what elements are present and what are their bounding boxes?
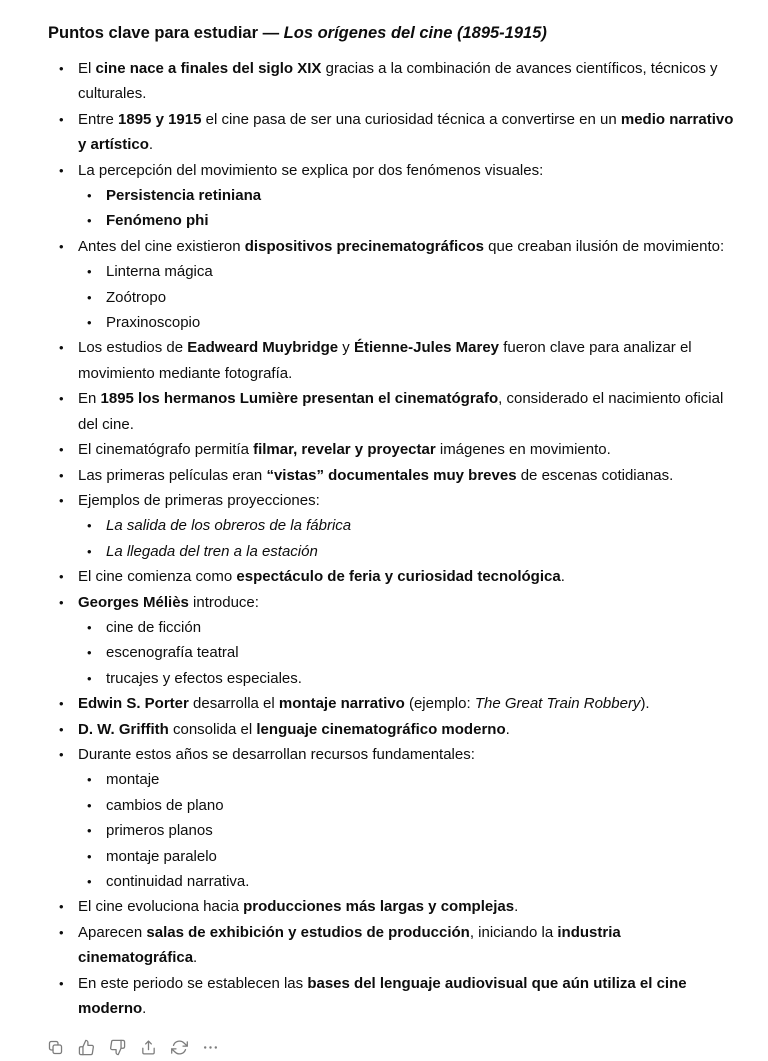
list-item: [48, 742, 736, 767]
bullet-marker: •: [87, 823, 92, 839]
bad-response-button[interactable]: [104, 1034, 131, 1061]
good-response-button[interactable]: [73, 1034, 100, 1061]
list-item-text: Las primeras películas eran “vistas” documentales muy breves de escenas cotidianas.: [78, 466, 674, 484]
list-item-text: La llegada del tren a la estación: [106, 542, 318, 560]
list-item: [48, 818, 736, 843]
bullet-marker: •: [87, 874, 92, 889]
list-item-text: Los estudios de Eadweard Muybridge y Étienne-Jules Marey fueron clave para analizar el movimiento mediante fotografía.: [78, 339, 692, 382]
list-item-text: Praxinoscopio: [106, 314, 201, 332]
bullet-marker: •: [87, 543, 92, 559]
list-item: [48, 310, 736, 335]
list-item: [48, 107, 736, 158]
more-options-icon: [202, 1039, 219, 1056]
list-item-text: Persistencia retiniana: [106, 187, 262, 205]
list-item: [48, 56, 736, 107]
title-prefix: Puntos clave para estudiar —: [48, 24, 284, 42]
bullet-marker: •: [59, 492, 64, 508]
bullet-marker: •: [59, 975, 64, 991]
list-item: [48, 717, 736, 742]
list-item-text: Entre 1895 y 1915 el cine pasa de ser una curiosidad técnica a convertirse en un medio narrativo y artístico.: [78, 110, 734, 154]
list-item: [48, 539, 736, 564]
list-item: [48, 767, 736, 792]
list-item-text: escenografía teatral: [106, 644, 239, 662]
list-item: [48, 386, 736, 437]
list-item-text: El cinematógrafo permitía filmar, revelar y proyectar imágenes en movimiento.: [78, 441, 611, 459]
list-item-text: Zoótropo: [106, 288, 167, 306]
list-item-text: En 1895 los hermanos Lumière presentan el cinematógrafo, considerado el nacimiento oficial del cine.: [78, 390, 724, 433]
list-item-text: Fenómeno phi: [106, 212, 209, 230]
list-item-text: El cine nace a finales del siglo XIX gracias a la combinación de avances científicos, técnicos y culturales.: [78, 60, 718, 103]
bullet-marker: •: [59, 61, 64, 76]
bullet-marker: •: [87, 518, 92, 534]
list-item: [48, 691, 736, 716]
list-item: [48, 920, 736, 971]
bullet-marker: •: [59, 746, 64, 762]
bullet-marker: •: [87, 797, 92, 813]
list-item-text: cine de ficción: [106, 618, 202, 636]
list-item-text: primeros planos: [106, 822, 213, 840]
list-item: [48, 666, 736, 691]
bullet-marker: •: [59, 467, 64, 483]
bullet-marker: •: [87, 848, 92, 864]
bullet-marker: •: [87, 645, 92, 661]
page-title: [48, 22, 736, 44]
copy-button[interactable]: [42, 1034, 69, 1061]
regenerate-button[interactable]: [166, 1034, 193, 1061]
share-button[interactable]: [135, 1034, 162, 1061]
list-item-text: D. W. Griffith consolida el lenguaje cinematográfico moderno.: [78, 720, 510, 738]
bullet-marker: •: [59, 340, 64, 356]
message-list: [48, 56, 736, 1021]
bullet-marker: •: [87, 772, 92, 788]
thumbs-down-icon: [109, 1039, 126, 1056]
list-item: [48, 208, 736, 233]
list-item-text: El cine evoluciona hacia producciones más largas y complejas.: [78, 898, 519, 916]
bullet-marker: •: [87, 289, 92, 305]
bullet-marker: •: [87, 619, 92, 635]
copy-icon: [47, 1039, 64, 1056]
list-item-text: cambios de plano: [106, 796, 224, 814]
list-item: [48, 259, 736, 284]
bullet-marker: •: [59, 162, 64, 178]
list-item-text: Durante estos años se desarrollan recursos fundamentales:: [78, 745, 475, 763]
list-item-text: Ejemplos de primeras proyecciones:: [78, 491, 320, 509]
list-item: [48, 335, 736, 386]
list-item: [48, 869, 736, 894]
regenerate-icon: [171, 1039, 188, 1056]
list-item: [48, 615, 736, 640]
list-item-text: La salida de los obreros de la fábrica: [106, 517, 352, 535]
list-item-text: trucajes y efectos especiales.: [106, 669, 302, 687]
list-item-text: En este periodo se establecen las bases del lenguaje audiovisual que aún utiliza el cine moderno.: [78, 974, 687, 1018]
list-item: [48, 590, 736, 615]
list-item: [48, 437, 736, 462]
bullet-marker: •: [59, 111, 64, 127]
list-item-text: montaje paralelo: [106, 847, 217, 865]
more-options-button[interactable]: [197, 1034, 224, 1061]
thumbs-up-icon: [78, 1039, 95, 1056]
bullet-marker: •: [87, 188, 92, 204]
list-item: [48, 488, 736, 513]
bullet-marker: •: [59, 569, 64, 585]
bullet-marker: •: [87, 315, 92, 331]
bullet-marker: •: [87, 670, 92, 686]
bullet-marker: •: [59, 238, 64, 254]
bullet-marker: •: [59, 594, 64, 610]
bullet-marker: •: [59, 721, 64, 737]
list-item-text: Edwin S. Porter desarrolla el montaje narrativo (ejemplo: The Great Train Robbery).: [78, 695, 650, 713]
action-bar: [42, 1034, 736, 1061]
list-item-text: Antes del cine existieron dispositivos precinematográficos que creaban ilusión de movimiento:: [78, 237, 725, 255]
list-item: [48, 971, 736, 1022]
list-item-text: Aparecen salas de exhibición y estudios de producción, iniciando la industria cinematográfica.: [78, 923, 621, 967]
list-item: [48, 463, 736, 488]
list-item-text: Georges Méliès introduce:: [78, 593, 259, 611]
list-item: [48, 844, 736, 869]
list-item: [48, 640, 736, 665]
list-item-text: montaje: [106, 771, 160, 789]
list-item: [48, 513, 736, 538]
list-item-text: continuidad narrativa.: [106, 873, 250, 890]
share-icon: [140, 1039, 157, 1056]
list-item-text: La percepción del movimiento se explica por dos fenómenos visuales:: [78, 161, 544, 179]
list-item: [48, 564, 736, 589]
list-item: [48, 234, 736, 259]
list-item: [48, 183, 736, 208]
bullet-marker: •: [59, 391, 64, 407]
list-item: [48, 158, 736, 183]
bullet-marker: •: [59, 899, 64, 915]
list-item: [48, 793, 736, 818]
bullet-marker: •: [59, 696, 64, 712]
list-item: [48, 894, 736, 919]
bullet-marker: •: [87, 264, 92, 280]
bullet-marker: •: [59, 924, 64, 940]
title-emphasis: Los orígenes del cine (1895-1915): [283, 24, 547, 42]
list-item-text: Linterna mágica: [106, 263, 213, 281]
list-item: [48, 285, 736, 310]
list-item-text: El cine comienza como espectáculo de feria y curiosidad tecnológica.: [78, 568, 565, 586]
bullet-marker: •: [59, 442, 64, 458]
bullet-marker: •: [87, 213, 92, 229]
